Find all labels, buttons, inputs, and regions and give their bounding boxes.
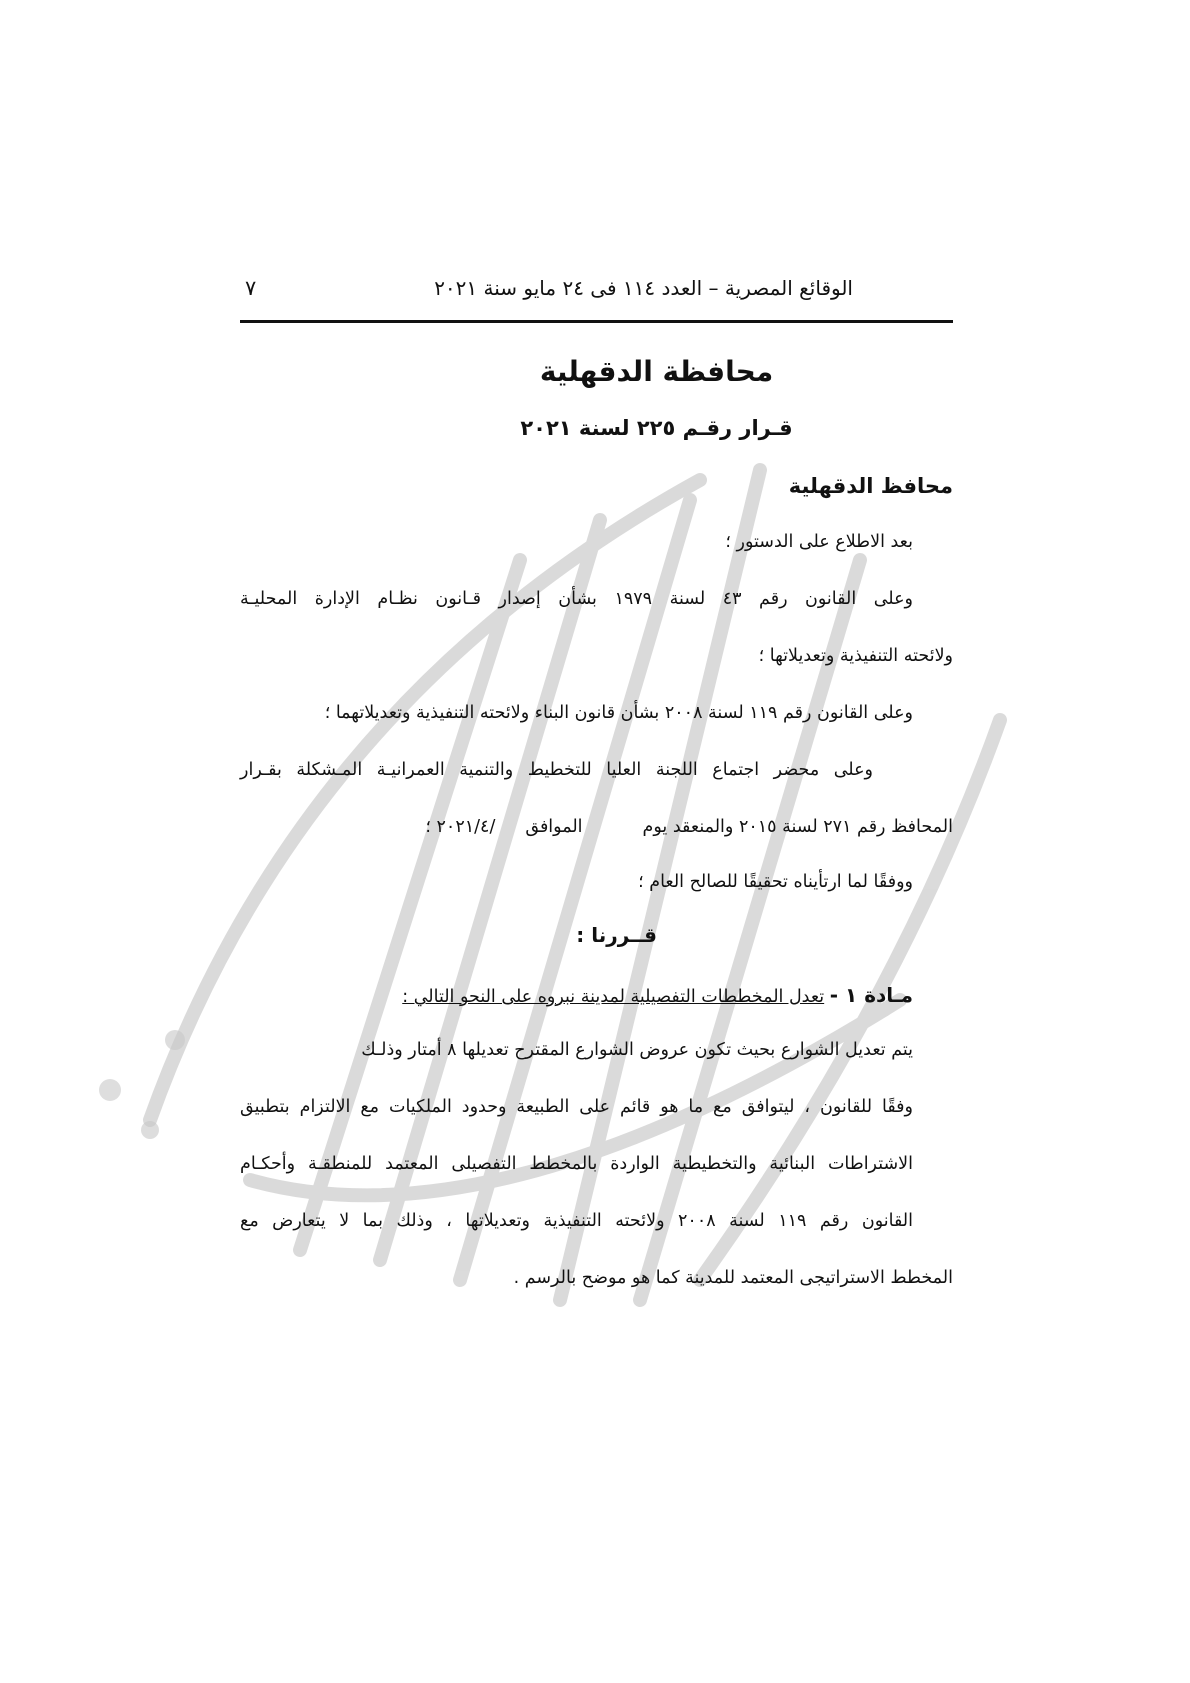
article-1-text: تعدل المخططات التفصيلية لمدينة نبروه على النحو التالي : <box>402 987 825 1007</box>
header-divider <box>240 320 953 323</box>
preamble-line: بعد الاطلاع على الدستور ؛ <box>725 532 913 552</box>
resolved-heading: قــررنا : <box>576 923 657 947</box>
governorate-title: محافظة الدقهلية <box>539 355 774 388</box>
preamble-line: وعلى القانون رقم ١١٩ لسنة ٢٠٠٨ بشأن قانون البناء ولائحته التنفيذية وتعديلاتهما ؛ <box>324 703 913 723</box>
preamble-line: وعلى القانون رقم ٤٣ لسنة ١٩٧٩ بشأن إصدار قـانون نظـام الإدارة المحليـة <box>240 589 913 609</box>
article-1-label: مـادة ١ - <box>829 983 913 1007</box>
meeting-date: /٢٠٢١/٤ ؛ <box>425 817 496 837</box>
body-line: المخطط الاستراتيجى المعتمد للمدينة كما هو موضح بالرسم . <box>513 1268 953 1288</box>
body-line: وفقًا للقانون ، ليتوافق مع ما هو قائم على الطبيعة وحدود الملكيات مع الالتزام بتطبيق <box>240 1097 913 1117</box>
decree-number: قـرار رقـم ٢٢٥ لسنة ٢٠٢١ <box>520 416 793 440</box>
article-1 <box>402 983 913 1007</box>
meeting-corresponding: الموافق <box>525 817 583 837</box>
page-number: ٧ <box>245 276 257 300</box>
gazette-header <box>240 272 953 322</box>
gazette-issue-title: الوقائع المصرية – العدد ١١٤ فى ٢٤ مايو سنة ٢٠٢١ <box>434 276 853 300</box>
preamble-line-meeting <box>425 817 953 837</box>
body-line: يتم تعديل الشوارع بحيث تكون عروض الشوارع المقترح تعديلها ٨ أمتار وذلـك <box>361 1040 913 1060</box>
preamble-line: ووفقًا لما ارتأيناه تحقيقًا للصالح العام ؛ <box>638 872 913 892</box>
body-line: الاشتراطات البنائية والتخطيطية الواردة بالمخطط التفصيلى المعتمد للمنطقـة وأحكـام <box>240 1154 913 1174</box>
meeting-text: المحافظ رقم ٢٧١ لسنة ٢٠١٥ والمنعقد يوم <box>642 817 953 837</box>
body-line: القانون رقم ١١٩ لسنة ٢٠٠٨ ولائحته التنفيذية وتعديلاتها ، وذلك بما لا يتعارض مع <box>240 1211 914 1231</box>
issuer-title: محافظ الدقهلية <box>788 474 953 498</box>
preamble-line: وعلى محضر اجتماع اللجنة العليا للتخطيط والتنمية العمرانيـة المـشكلة بقـرار <box>240 760 873 780</box>
preamble-line: ولائحته التنفيذية وتعديلاتها ؛ <box>758 646 953 666</box>
